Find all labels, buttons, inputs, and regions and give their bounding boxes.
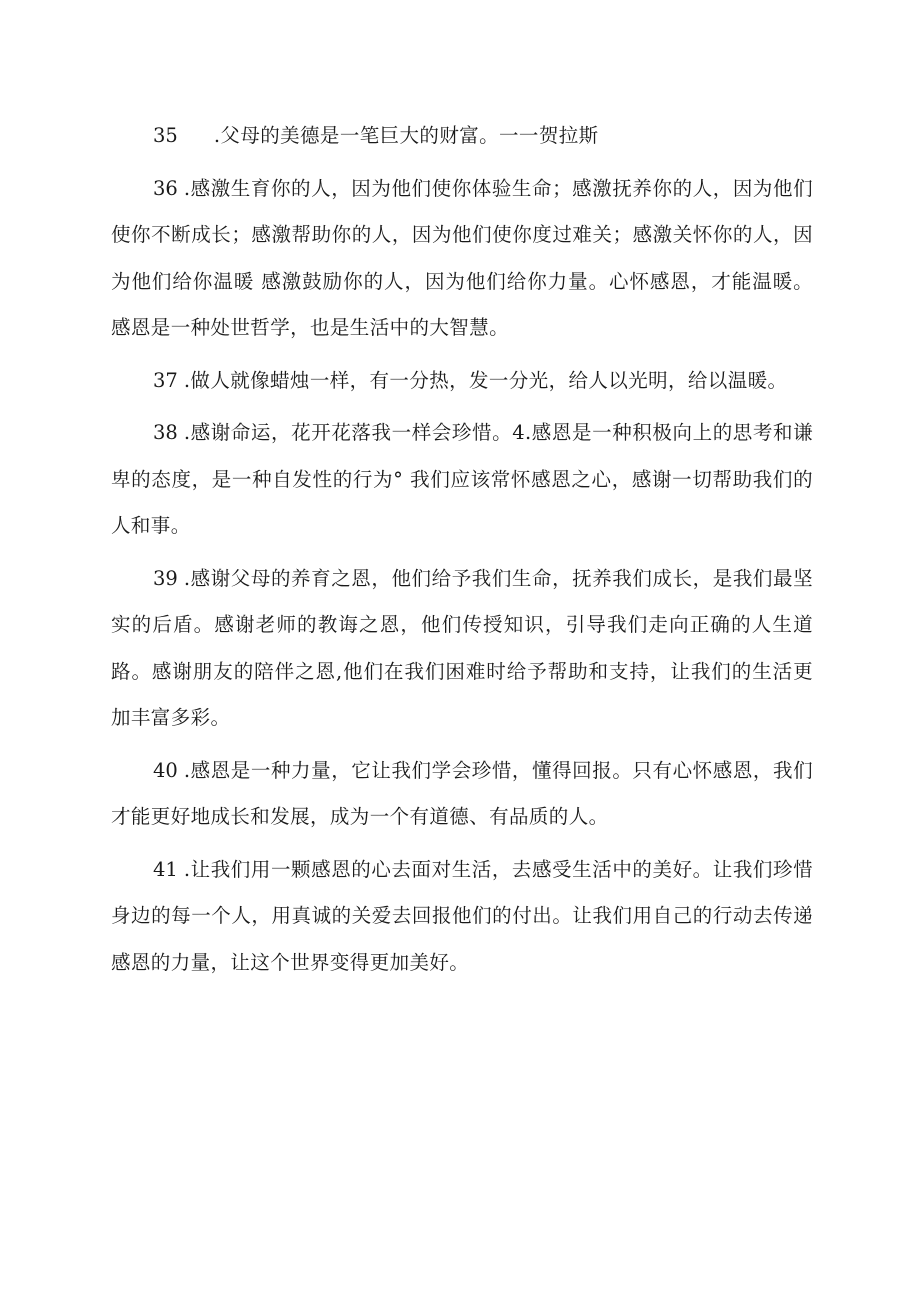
paragraph-text: .做人就像蜡烛一样，有一分热，发一分光，给人以光明，给以温暖。 <box>183 368 788 392</box>
paragraph-number: 35 <box>153 124 178 147</box>
quote-paragraph-37 <box>111 358 813 405</box>
paragraph-number: 38 <box>153 421 178 444</box>
paragraph-number: 41 <box>153 857 178 881</box>
paragraph-text: .感谢父母的养育之恩，他们给予我们生命，抚养我们成长，是我们最坚实的后盾。感谢老师的教诲之恩，他们传授知识，引导我们走向正确的人生道路。感谢朋友的陪伴之恩,他们在我们困难时给予帮助和支持，让我们的生活更加丰富多彩。 <box>111 566 813 729</box>
paragraph-number: 39 <box>153 566 178 590</box>
paragraph-text: .父母的美德是一笔巨大的财富。一一贺拉斯 <box>213 124 599 147</box>
quote-paragraph-36 <box>111 166 813 352</box>
paragraph-text: .感恩是一种力量，它让我们学会珍惜，懂得回报。只有心怀感恩，我们才能更好地成长和发展，成为一个有道德、有品质的人。 <box>111 758 813 828</box>
quote-paragraph-40 <box>111 748 813 841</box>
paragraph-number: 36 <box>153 176 178 200</box>
paragraph-text: .感谢命运，花开花落我一样会珍惜。4.感恩是一种积极向上的思考和谦卑的态度，是一种自发性的行为° 我们应该常怀感恩之心，感谢一切帮助我们的人和事。 <box>111 421 813 537</box>
paragraph-number: 40 <box>153 758 178 782</box>
paragraph-text: .感激生育你的人，因为他们使你体验生命；感激抚养你的人，因为他们使你不断成长；感激帮助你的人，因为他们使你度过难关；感激关怀你的人，因为他们给你温暖 感激鼓励你的人，因为他们给你力量。心怀感恩，才能温暖。感恩是一种处世哲学，也是生活中的大智慧。 <box>111 176 813 339</box>
paragraph-text: .让我们用一颗感恩的心去面对生活，去感受生活中的美好。让我们珍惜身边的每一个人，用真诚的关爱去回报他们的付出。让我们用自己的行动去传递感恩的力量，让这个世界变得更加美好。 <box>111 857 813 974</box>
quote-paragraph-39 <box>111 556 813 742</box>
quote-paragraph-41 <box>111 847 813 987</box>
quote-paragraph-35 <box>111 113 813 160</box>
paragraph-number: 37 <box>153 368 178 392</box>
quote-paragraph-38 <box>111 410 813 550</box>
document-body <box>111 113 813 992</box>
